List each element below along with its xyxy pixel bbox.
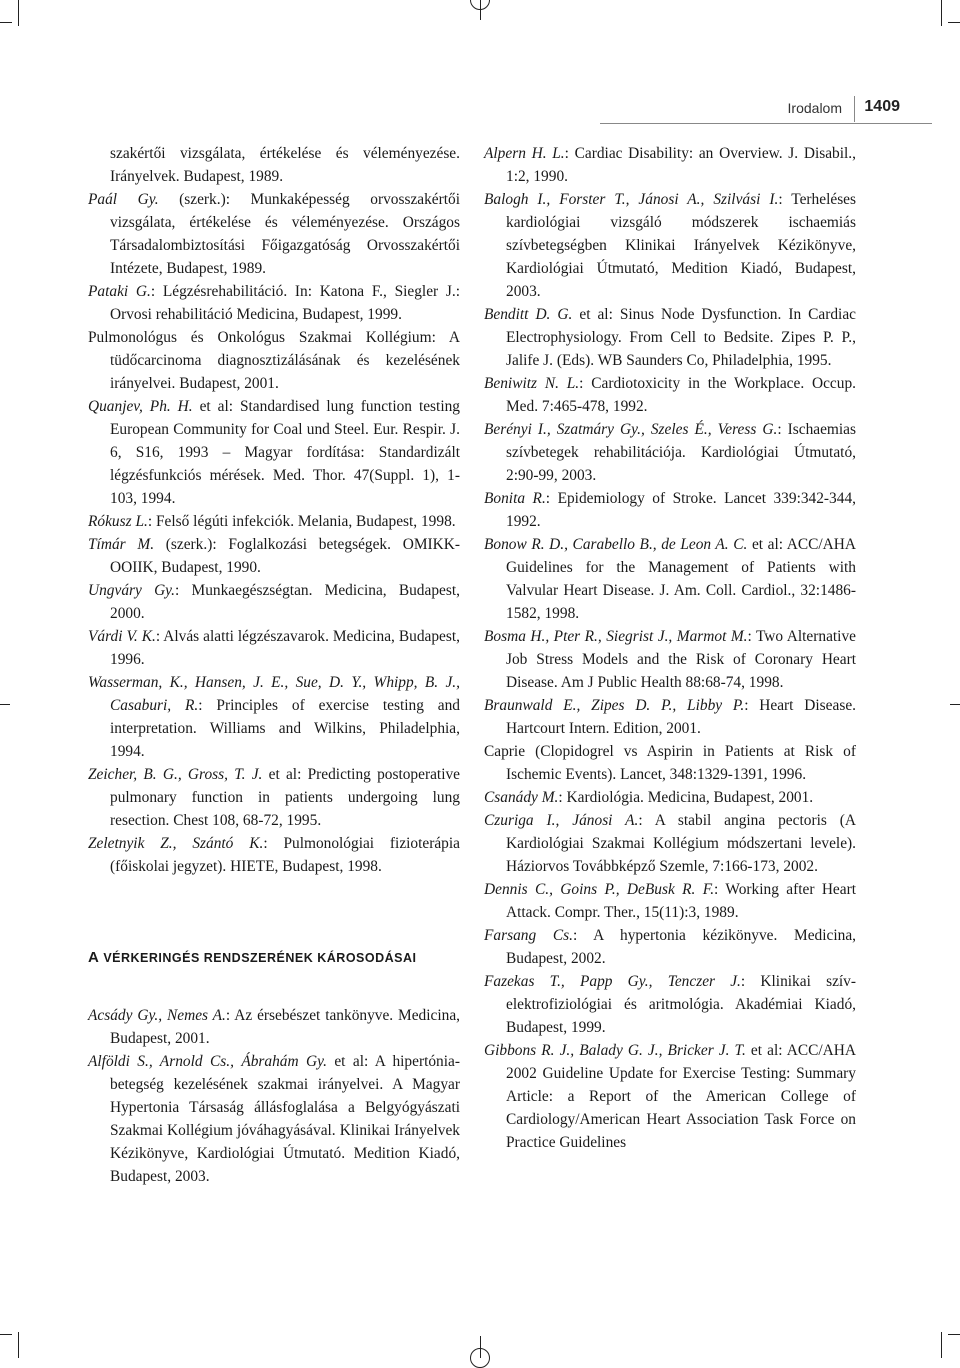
reference-entry <box>484 924 856 970</box>
reference-text: et al: Sinus Node Dysfunction. In Cardiac Electrophysiology. From Cell to Bedsite. Zipes P. P., Jalife J. (Eds). WB Saunders Co, Philadelphia, 1995. <box>506 306 856 369</box>
reference-authors: Balogh I., Forster T., Jánosi A., Szilvási I. <box>484 191 779 208</box>
reference-authors: Gibbons R. J., Balady G. J., Bricker J. T. <box>484 1042 746 1059</box>
reference-text: : Légzésrehabilitáció. In: Katona F., Siegler J.: Orvosi rehabilitáció Medicina, Budapest, 1999. <box>110 283 460 323</box>
crop-mark <box>480 1336 481 1358</box>
reference-authors: Quanjev, Ph. H. <box>88 398 193 415</box>
reference-authors: Rókusz L. <box>88 513 148 530</box>
reference-text: : Working after Heart Attack. Compr. Ther., 15(11):3, 1989. <box>506 881 856 921</box>
reference-entry <box>484 372 856 418</box>
reference-entry <box>484 487 856 533</box>
reference-authors: Bonow R. D., Carabello B., de Leon A. C. <box>484 536 748 553</box>
reference-authors: Pataki G. <box>88 283 151 300</box>
reference-authors: Fazekas T., Papp Gy., Tenczer J. <box>484 973 741 990</box>
reference-text: et al: ACC/AHA 2002 Guideline Update for Exercise Testing: Summary Article: a Report of the American College of Cardiology/American Heart Association Task Force on Practice Guidelines <box>506 1042 856 1151</box>
running-head-divider <box>854 96 855 122</box>
reference-authors: Czuriga I., Jánosi A. <box>484 812 639 829</box>
reference-entry <box>484 809 856 878</box>
reference-text: (szerk.): Foglalkozási betegségek. OMIKK-OOIIK, Budapest, 1990. <box>110 536 460 576</box>
reference-text: : Cardiac Disability: an Overview. J. Disabil., 1:2, 1990. <box>506 145 856 185</box>
crop-mark <box>18 1332 19 1358</box>
crop-mark <box>480 0 481 20</box>
reference-entry <box>88 533 460 579</box>
crop-mark <box>0 22 12 23</box>
running-head <box>600 94 932 124</box>
reference-text: : Felső légúti infekciók. Melania, Budapest, 1998. <box>147 513 456 530</box>
reference-entry: szakértői vizsgálata, értékelése és véleményezése. Irányelvek. Budapest, 1989. <box>110 145 460 185</box>
section-heading: A VÉRKERINGÉS RENDSZERÉNEK KÁROSODÁSAI <box>88 949 417 966</box>
page-number: 1409 <box>864 98 900 115</box>
reference-text: et al: A hipertónia-betegség kezelésének szakmai irányelvei. A Magyar Hypertonia Társaság állásfoglalása a Belgyógyászati Szakmai Kollégium jóváhagyásával. Klinikai Irányelvek Kézikönyve, Kardiológiai Útmutató. Medition Kiadó, Budapest, 2003. <box>110 1053 460 1185</box>
running-head-section: Irodalom <box>787 100 842 116</box>
reference-entry <box>484 303 856 372</box>
reference-text: et al: Predicting postoperative pulmonary function in patients undergoing lung resection. Chest 108, 68-72, 1995. <box>110 766 460 829</box>
reference-text: (szerk.): Munkaképesség orvosszakértői vizsgálata, értékelése és véleményezése. Országos Társadalombiztosítási Főigazgatóság Orvosszakértői Intézete, Budapest, 1989. <box>110 191 460 277</box>
reference-authors: Braunwald E., Zipes D. P., Libby P. <box>484 697 745 714</box>
reference-authors: Berényi I., Szatmáry Gy., Szeles É., Veress G. <box>484 421 778 438</box>
reference-text: Caprie (Clopidogrel vs Aspirin in Patients at Risk of Ischemic Events). Lancet, 348:1329-1391, 1996. <box>484 743 856 783</box>
reference-text: : Two Alternative Job Stress Models and the Risk of Coronary Heart Disease. Am J Public Health 88:68-74, 1998. <box>506 628 856 691</box>
reference-authors: Zeletnyik Z., Szántó K. <box>88 835 264 852</box>
reference-authors: Benditt D. G. <box>484 306 573 323</box>
crop-mark <box>18 0 19 26</box>
reference-entry <box>88 188 460 280</box>
reference-text: : A hypertonia kézikönyve. Medicina, Budapest, 2002. <box>506 927 856 967</box>
reference-text: : A stabil angina pectoris (A Kardiológiai Szakmai Kollégium módszertani levele). Háziorvos Továbbképző Szemle, 7:166-173, 2002. <box>506 812 856 875</box>
reference-authors: Ungváry Gy. <box>88 582 176 599</box>
reference-authors: Zeicher, B. G., Gross, T. J. <box>88 766 263 783</box>
reference-entry <box>484 188 856 303</box>
reference-text: : Epidemiology of Stroke. Lancet 339:342-344, 1992. <box>506 490 856 530</box>
crop-mark <box>0 704 10 705</box>
reference-text: : Terheléses kardiológiai vizsgáló módszerek ischaemiás szívbetegségben Klinikai Irányelvek Kézikönyve, Kardiológiai Útmutató, Medition Kiadó, Budapest, 2003. <box>506 191 856 300</box>
crop-mark <box>948 1334 960 1335</box>
reference-entry <box>484 740 856 786</box>
reference-text: : Cardiotoxicity in the Workplace. Occup. Med. 7:465-478, 1992. <box>506 375 856 415</box>
reference-text: : Ischaemias szívbetegek rehabilitációja. Kardiológiai Útmutató, 2:90-99, 2003. <box>506 421 856 484</box>
reference-entry <box>88 625 460 671</box>
reference-authors: Csanády M. <box>484 789 559 806</box>
reference-entry <box>484 970 856 1039</box>
reference-entry <box>484 533 856 625</box>
reference-text: : Pulmonológiai fizioterápia (főiskolai jegyzet). HIETE, Budapest, 1998. <box>110 835 460 875</box>
reference-entry <box>88 326 460 395</box>
reference-authors: Tímár M. <box>88 536 155 553</box>
reference-text: : Klinikai szív-elektrofiziológiai és aritmológia. Akadémiai Kiadó, Budapest, 1999. <box>506 973 856 1036</box>
crop-mark <box>948 22 960 23</box>
reference-entry <box>88 763 460 832</box>
crop-mark <box>941 1332 942 1358</box>
reference-entry <box>484 142 856 188</box>
reference-text: et al: Standardised lung function testing European Community for Coal und Steel. Eur. Respir. J. 6, S16, 1993 – Magyar fordítása: Standardizált légzésfunkciós mérések. Med. Thor. 47(Suppl. 1), 1-103, 1994. <box>110 398 460 507</box>
reference-authors: Dennis C., Goins P., DeBusk R. F. <box>484 881 715 898</box>
right-column <box>484 142 856 1154</box>
reference-entry <box>484 786 856 809</box>
left-column <box>88 142 460 1188</box>
reference-text: : Kardiológia. Medicina, Budapest, 2001. <box>558 789 814 806</box>
reference-entry <box>484 418 856 487</box>
reference-authors: Paál Gy. <box>88 191 159 208</box>
reference-entry <box>484 694 856 740</box>
reference-entry <box>484 625 856 694</box>
crop-mark <box>941 0 942 26</box>
reference-entry <box>484 1039 856 1154</box>
reference-entry <box>88 832 460 878</box>
running-head-rule <box>600 123 932 124</box>
reference-authors: Farsang Cs. <box>484 927 573 944</box>
reference-text: Pulmonológus és Onkológus Szakmai Kollégium: A tüdőcarcinoma diagnosztizálásának és kezelésének irányelvei. Budapest, 2001. <box>88 329 460 392</box>
reference-authors: Wasserman, K., Hansen, J. E., Sue, D. Y., Whipp, B. J., Casaburi, R. <box>88 674 460 714</box>
reference-text: : Munkaegészségtan. Medicina, Budapest, 2000. <box>110 582 460 622</box>
reference-authors: Bosma H., Pter R., Siegrist J., Marmot M. <box>484 628 748 645</box>
reference-authors: Bonita R. <box>484 490 546 507</box>
reference-entry <box>88 579 460 625</box>
reference-text: : Az érsebészet tankönyve. Medicina, Budapest, 2001. <box>110 1007 461 1047</box>
reference-entry <box>88 280 460 326</box>
crop-mark <box>0 1334 12 1335</box>
reference-authors: Beniwitz N. L. <box>484 375 580 392</box>
reference-entry <box>484 878 856 924</box>
reference-text: et al: ACC/AHA Guidelines for the Management of Patients with Valvular Heart Disease. J. Am. Coll. Cardiol., 32:1486-1582, 1998. <box>506 536 857 622</box>
reference-entry <box>88 1004 460 1050</box>
reference-authors: Acsády Gy., Nemes A. <box>88 1007 226 1024</box>
reference-entry <box>88 395 460 510</box>
reference-entry <box>88 510 460 533</box>
reference-text: : Heart Disease. Hartcourt Intern. Edition, 2001. <box>506 697 856 737</box>
crop-mark <box>950 704 960 705</box>
reference-entry <box>88 671 460 763</box>
reference-text: : Principles of exercise testing and interpretation. Williams and Wilkins, Philadelphia, 1994. <box>110 697 460 760</box>
reference-entry <box>88 1050 460 1188</box>
reference-authors: Alpern H. L. <box>484 145 565 162</box>
reference-authors: Alföldi S., Arnold Cs., Ábrahám Gy. <box>88 1053 327 1070</box>
reference-text: : Alvás alatti légzészavarok. Medicina, Budapest, 1996. <box>110 628 460 668</box>
reference-authors: Várdi V. K. <box>88 628 156 645</box>
